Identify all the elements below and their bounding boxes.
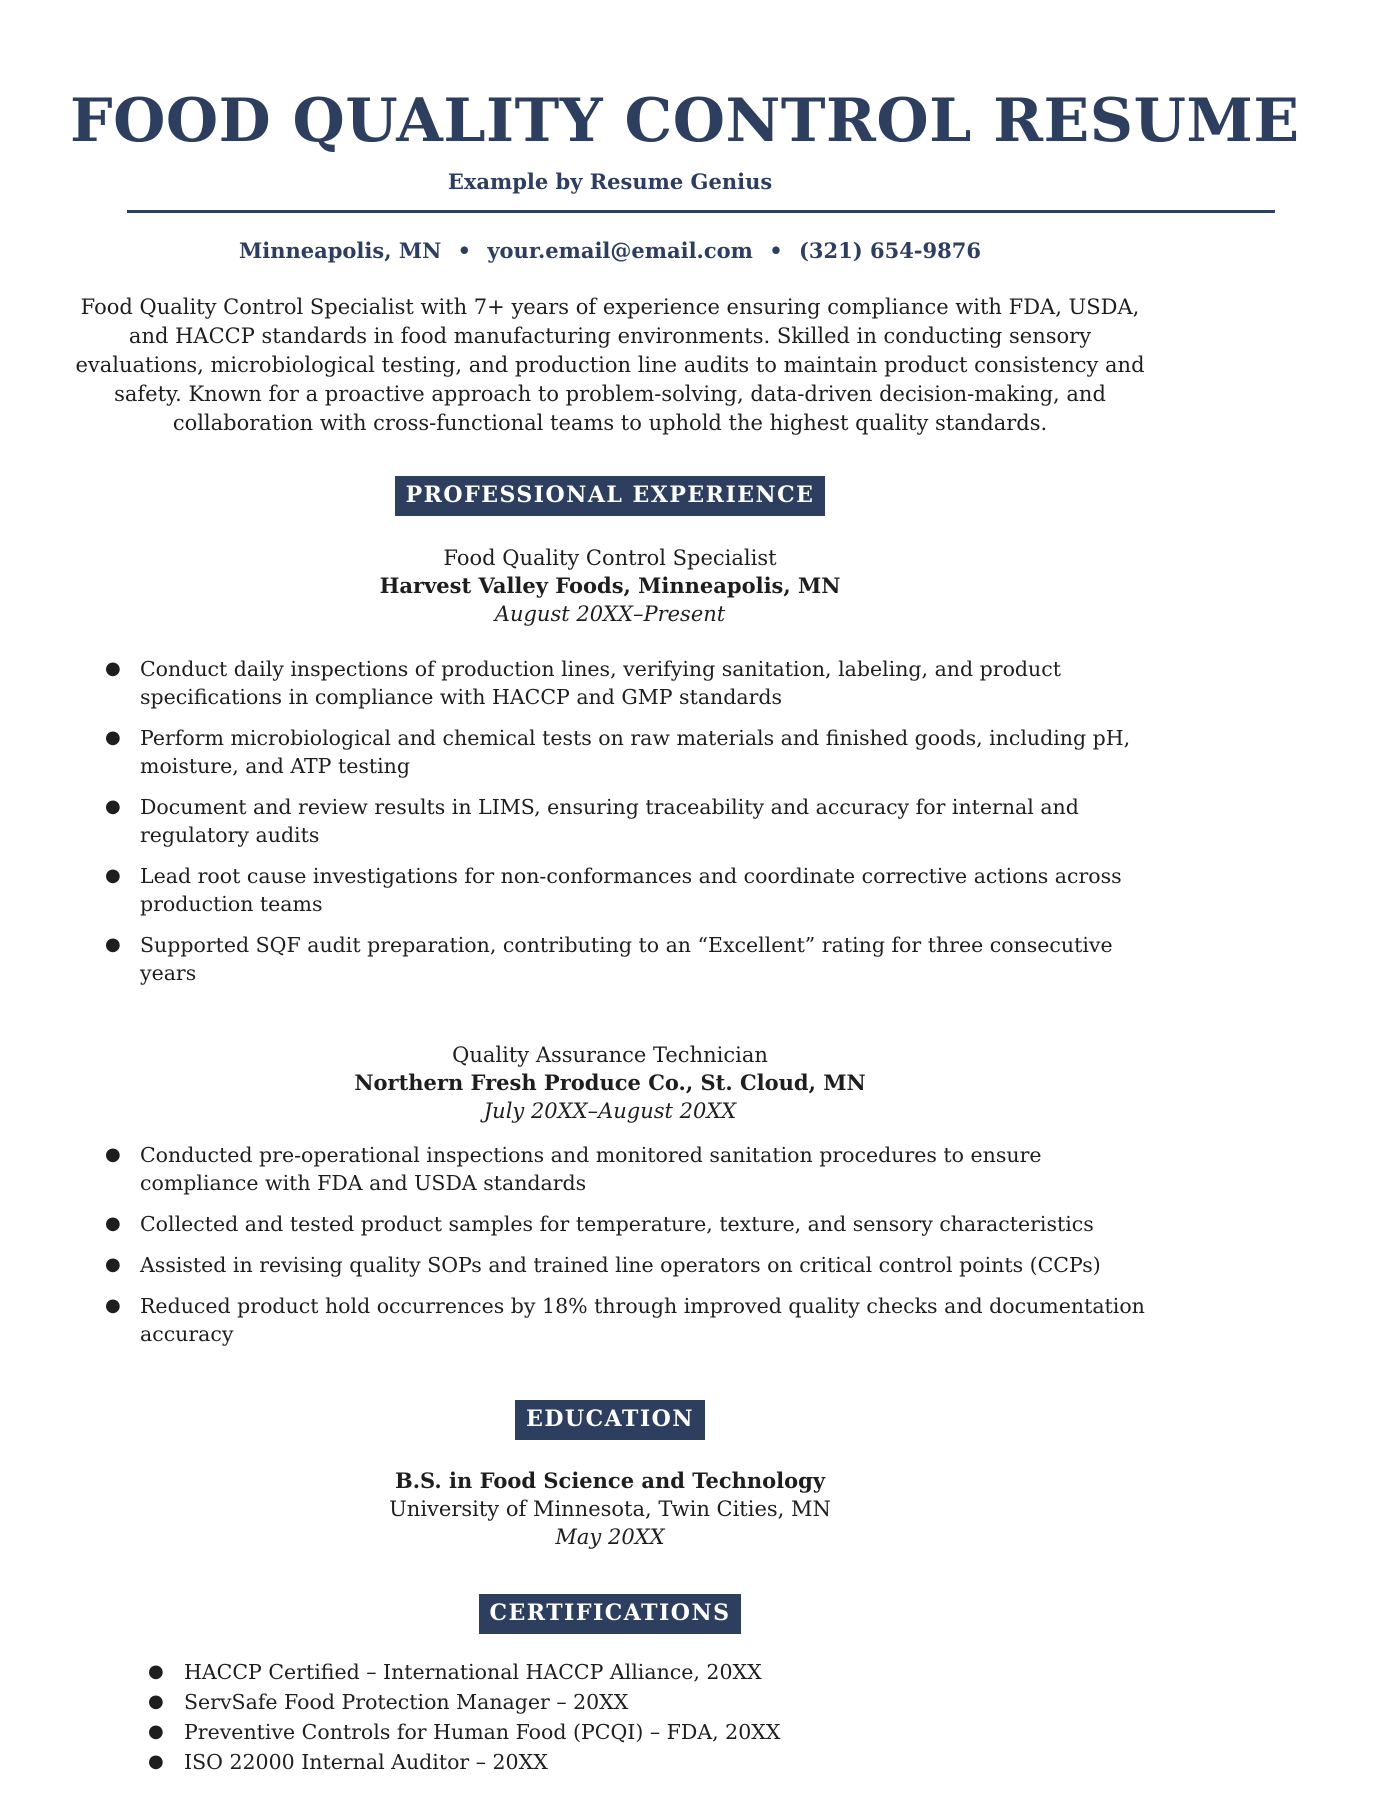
bullet-icon: ● xyxy=(105,1213,121,1234)
job-heading xyxy=(70,544,1150,628)
certification-text: ISO 22000 Internal Auditor – 20XX xyxy=(184,1750,548,1774)
section-header-certifications: CERTIFICATIONS xyxy=(479,1594,742,1634)
bullet-item xyxy=(105,1210,1150,1238)
job-heading xyxy=(70,1041,1150,1125)
summary-paragraph: Food Quality Control Specialist with 7+ years of experience ensuring compliance with FDA, USDA, and HACCP standards in food manufacturing environments. Skilled in conducting sensory evaluations, microbiological testing, and production line audits to maintain product consistency and safety. Known for a proactive approach to problem-solving, data-driven decision-making, and collaboration with cross-functional teams to uphold the highest quality standards. xyxy=(75,295,1145,435)
section-header-row xyxy=(70,1400,1150,1440)
bullet-text: Collected and tested product samples for temperature, texture, and sensory characteristics xyxy=(140,1212,1094,1236)
contact-phone: (321) 654-9876 xyxy=(798,238,981,263)
bullet-text: Assisted in revising quality SOPs and trained line operators on critical control points (CCPs) xyxy=(140,1253,1101,1277)
education-date: May 20XX xyxy=(555,1525,665,1549)
contact-line xyxy=(70,237,1150,265)
certification-text: HACCP Certified – International HACCP Alliance, 20XX xyxy=(184,1660,762,1684)
bullet-icon: ● xyxy=(105,727,121,748)
section-header-education: EDUCATION xyxy=(515,1400,705,1440)
bullet-icon: ● xyxy=(148,1661,164,1682)
page-subtitle: Example by Resume Genius xyxy=(447,169,773,194)
bullet-icon: ● xyxy=(105,658,121,679)
bullet-icon: ● xyxy=(105,1295,121,1316)
bullet-item xyxy=(105,1251,1150,1279)
bullet-text: Conducted pre-operational inspections and monitored sanitation procedures to ensure compliance with FDA and USDA standards xyxy=(140,1143,1042,1195)
bullet-text: Conduct daily inspections of production lines, verifying sanitation, labeling, and product specifications in compliance with HACCP and GMP standards xyxy=(140,657,1061,709)
certification-item xyxy=(148,1687,1150,1717)
bullet-icon: ● xyxy=(148,1751,164,1772)
bullet-text: Document and review results in LIMS, ensuring traceability and accuracy for internal and regulatory audits xyxy=(140,795,1079,847)
contact-email: your.email@email.com xyxy=(487,238,753,263)
bullet-icon: ● xyxy=(105,934,121,955)
education-school: University of Minnesota, Twin Cities, MN xyxy=(389,1497,831,1521)
bullet-icon: ● xyxy=(105,1144,121,1165)
bullet-item xyxy=(105,793,1150,849)
job-company: Northern Fresh Produce Co., St. Cloud, MN xyxy=(354,1070,866,1095)
bullet-icon: ● xyxy=(105,865,121,886)
bullet-item xyxy=(105,1292,1150,1348)
bullet-icon: ● xyxy=(105,796,121,817)
section-header-experience: PROFESSIONAL EXPERIENCE xyxy=(395,476,826,516)
job-company: Harvest Valley Foods, Minneapolis, MN xyxy=(379,573,841,598)
job-title: Quality Assurance Technician xyxy=(452,1043,768,1067)
section-header-row xyxy=(70,476,1150,516)
bullet-list xyxy=(105,1141,1150,1348)
bullet-item xyxy=(105,1141,1150,1197)
bullet-text: Reduced product hold occurrences by 18% through improved quality checks and documentation accuracy xyxy=(140,1294,1145,1346)
bullet-text: Perform microbiological and chemical tests on raw materials and finished goods, including pH, moisture, and ATP testing xyxy=(140,726,1131,778)
job-dates: August 20XX–Present xyxy=(494,602,726,626)
bullet-item xyxy=(105,655,1150,711)
bullet-separator-icon: • xyxy=(457,238,472,263)
education-degree: B.S. in Food Science and Technology xyxy=(394,1468,826,1493)
job-title: Food Quality Control Specialist xyxy=(443,546,777,570)
education-entry xyxy=(70,1467,1150,1551)
certification-text: Preventive Controls for Human Food (PCQI) – FDA, 20XX xyxy=(184,1720,781,1744)
bullet-item xyxy=(105,724,1150,780)
section-header-row xyxy=(70,1594,1150,1634)
bullet-list xyxy=(105,655,1150,987)
contact-location: Minneapolis, MN xyxy=(239,238,442,263)
bullet-icon: ● xyxy=(148,1721,164,1742)
resume-content xyxy=(70,86,1300,1777)
job-dates: July 20XX–August 20XX xyxy=(483,1099,737,1123)
bullet-icon: ● xyxy=(105,1254,121,1275)
bullet-text: Supported SQF audit preparation, contributing to an “Excellent” rating for three consecutive years xyxy=(140,933,1113,985)
bullet-text: Lead root cause investigations for non-conformances and coordinate corrective actions across production teams xyxy=(140,864,1122,916)
certification-list xyxy=(148,1657,1150,1777)
page-title: FOOD QUALITY CONTROL RESUME xyxy=(70,86,1300,156)
certification-item xyxy=(148,1657,1150,1687)
bullet-separator-icon: • xyxy=(769,238,783,263)
bullet-icon: ● xyxy=(148,1691,164,1712)
certification-item xyxy=(148,1747,1150,1777)
bullet-item xyxy=(105,931,1150,987)
divider-rule xyxy=(127,210,1275,213)
certification-text: ServSafe Food Protection Manager – 20XX xyxy=(184,1690,629,1714)
certification-item xyxy=(148,1717,1150,1747)
bullet-item xyxy=(105,862,1150,918)
